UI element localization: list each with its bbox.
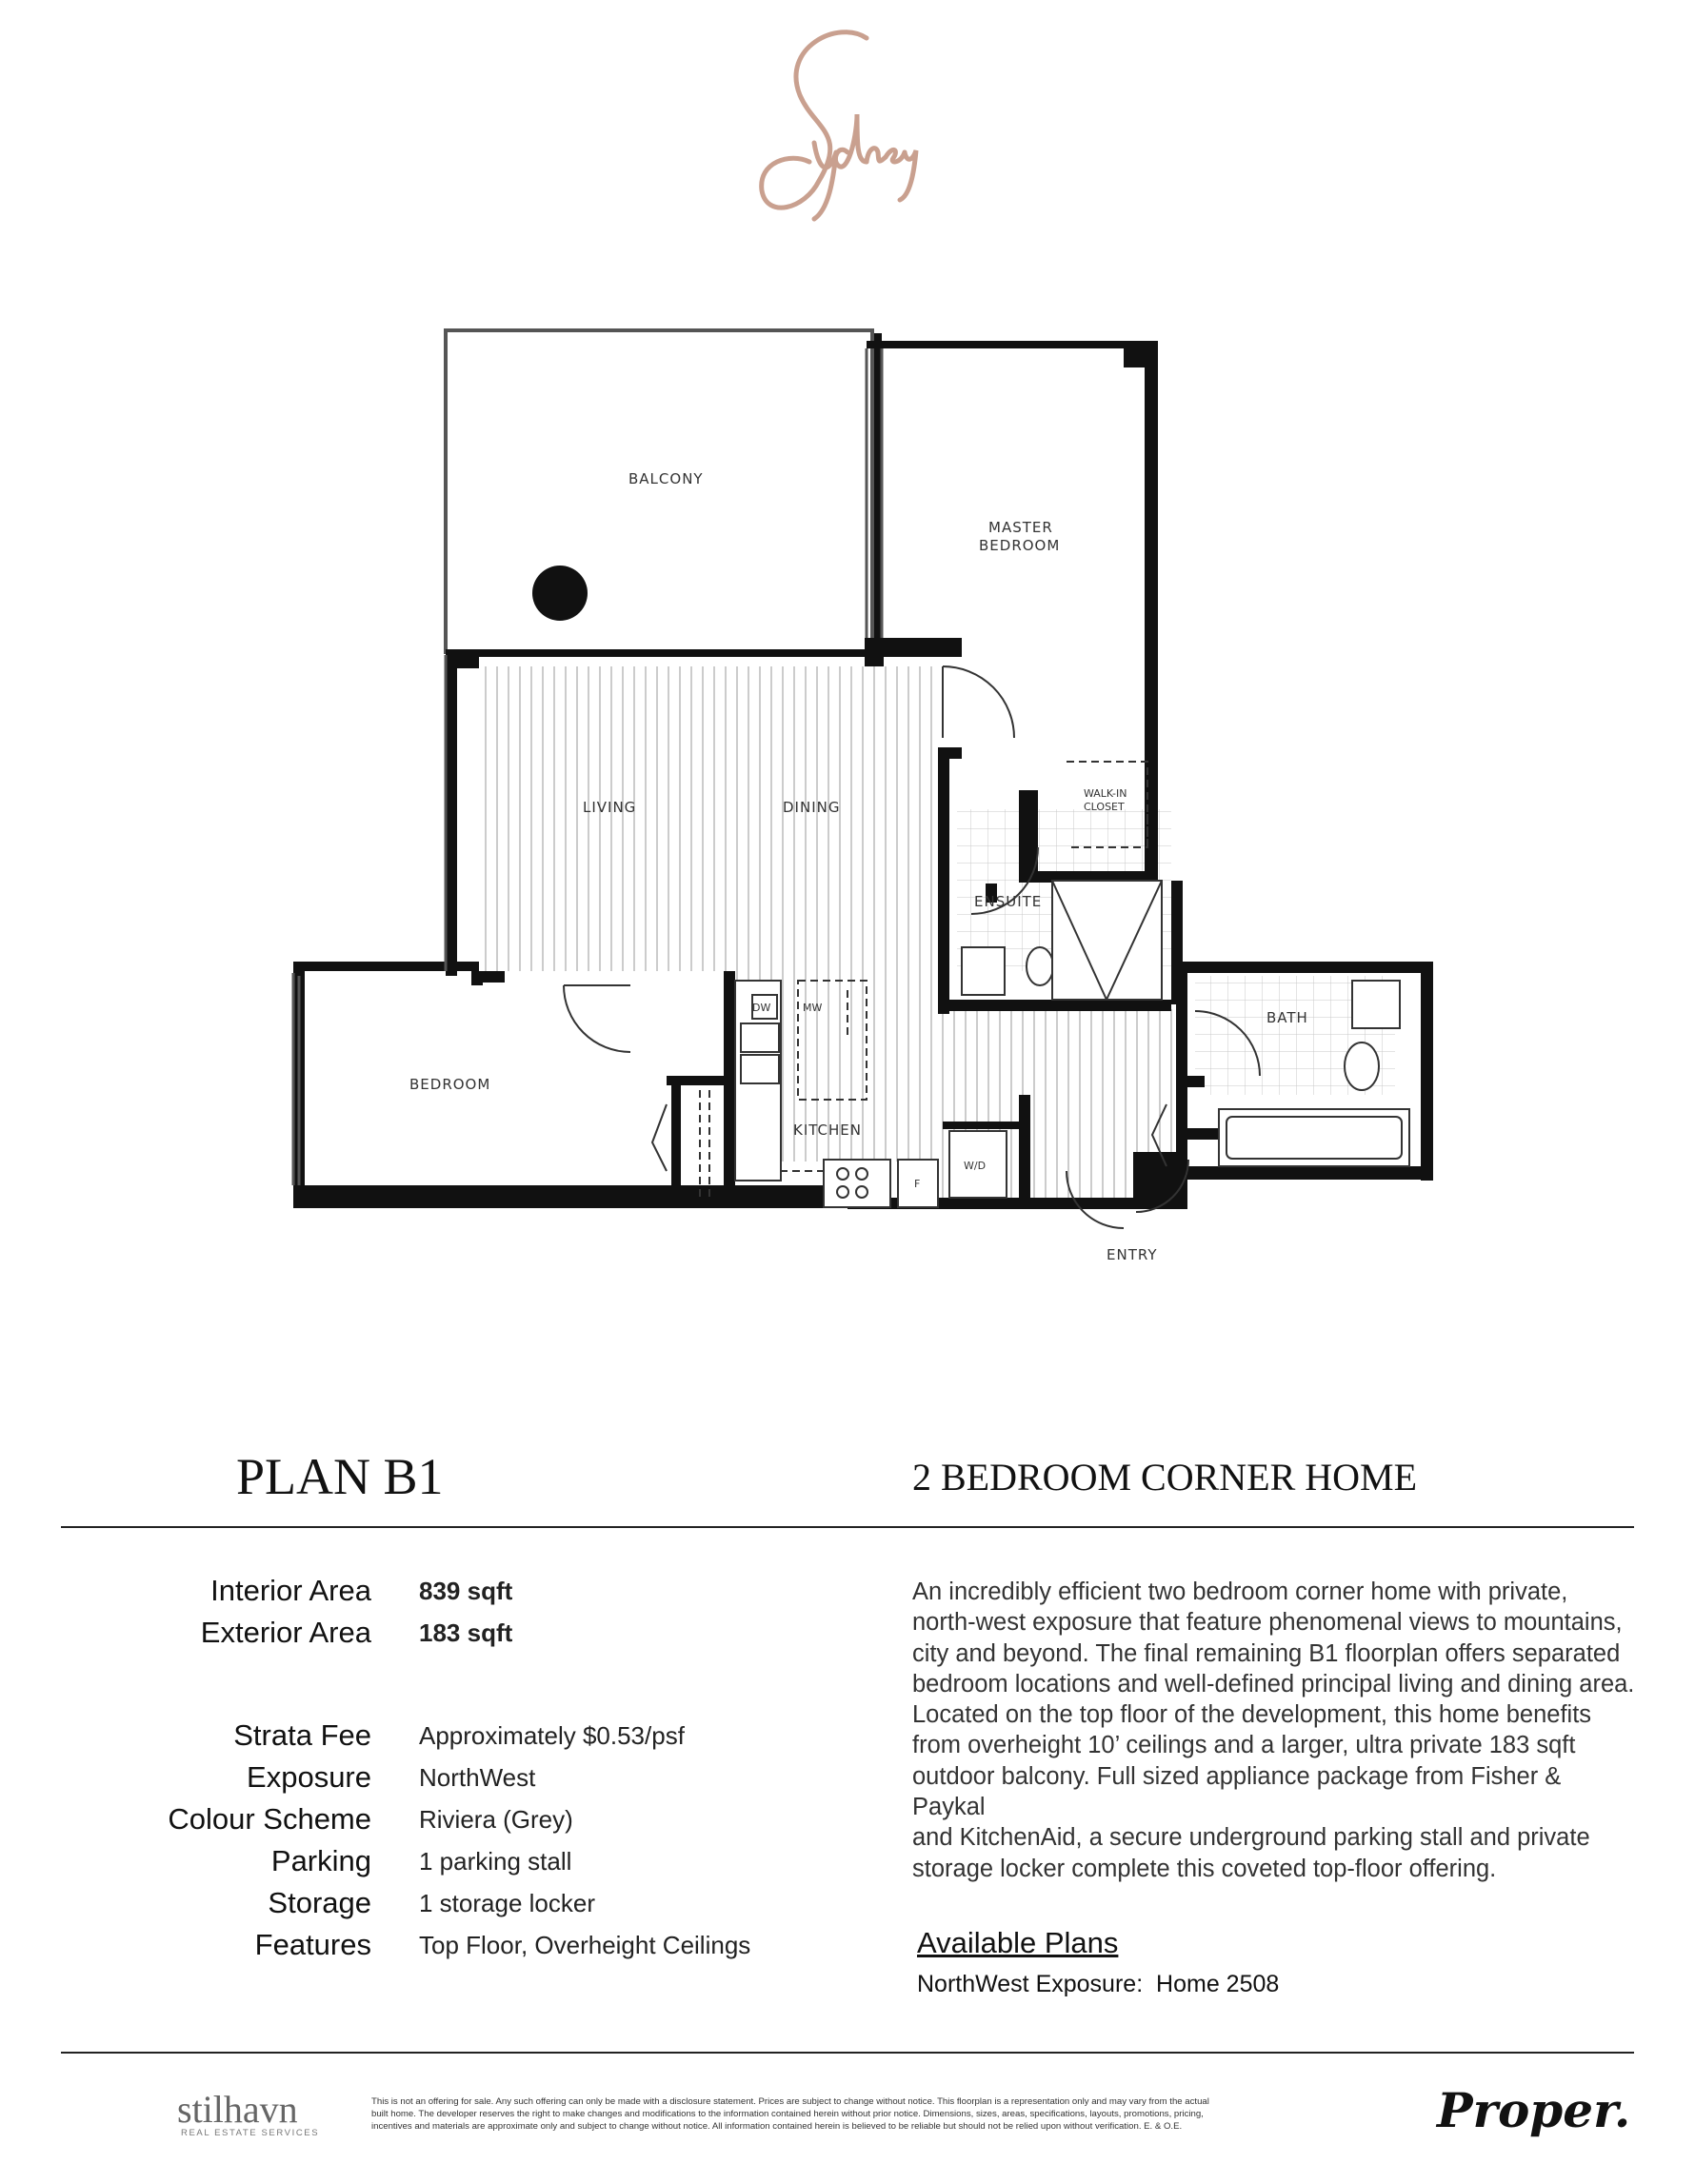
description-line: storage locker complete this coveted top-floor offering. xyxy=(912,1855,1497,1882)
description-line: outdoor balcony. Full sized appliance package from Fisher & Paykal xyxy=(912,1762,1562,1821)
master-bedroom-label-1: MASTER xyxy=(988,519,1053,536)
kitchen-label: KITCHEN xyxy=(793,1122,862,1139)
ensuite-label: ENSUITE xyxy=(974,893,1043,910)
exposure-label: NorthWest Exposure: xyxy=(917,1971,1144,1997)
sydney-logo xyxy=(724,19,952,238)
dishwasher-label: DW xyxy=(752,1002,771,1014)
walkin-closet-label-1: WALK-IN xyxy=(1084,787,1127,800)
washer-dryer-label: W/D xyxy=(964,1160,987,1172)
dining-label: DINING xyxy=(783,799,841,816)
description-line: and KitchenAid, a secure underground parking stall and private xyxy=(912,1824,1590,1852)
description-line: north-west exposure that feature phenomenal views to mountains, xyxy=(912,1609,1623,1637)
logo-text: Sydney xyxy=(724,19,728,20)
spec-label-exposure: Exposure xyxy=(247,1760,371,1794)
spec-label-interior-area: Interior Area xyxy=(210,1574,371,1607)
bath-label: BATH xyxy=(1266,1009,1308,1026)
description-line: from overheight 10’ ceilings and a larger, ultra private 183 sqft xyxy=(912,1732,1576,1759)
spec-label-storage: Storage xyxy=(268,1886,371,1919)
disclaimer-line: incentives and materials are approximate only and subject to change without notice. All information contained herein is believed to be reliable but should not be relied upon without verification. E. & O.E. xyxy=(371,2121,1183,2132)
bedroom-label: BEDROOM xyxy=(409,1076,491,1093)
disclaimer xyxy=(371,2095,1381,2133)
home-type: 2 BEDROOM CORNER HOME xyxy=(912,1456,1418,1499)
living-label: LIVING xyxy=(583,799,637,816)
available-plans-heading: Available Plans xyxy=(917,1926,1119,1959)
balcony-label: BALCONY xyxy=(628,470,704,487)
stilhavn-logo: stilhavn xyxy=(177,2088,298,2131)
disclaimer-line: built home. The developer reserves the right to make changes and modifications to the information contained herein without prior notice. Dimensions, sizes, areas, specifications, layouts, promotions, pricing, xyxy=(371,2109,1204,2119)
proper-logo xyxy=(1433,2074,1631,2150)
balcony-post xyxy=(532,566,588,621)
plan-title: PLAN B1 xyxy=(236,1448,444,1505)
spec-label-colour-scheme: Colour Scheme xyxy=(168,1802,371,1836)
spec-label-exterior-area: Exterior Area xyxy=(200,1616,371,1649)
spec-value-exposure: NorthWest xyxy=(419,1763,536,1792)
spec-label-parking: Parking xyxy=(270,1844,371,1877)
spec-value-strata-fee: Approximately $0.53/psf xyxy=(419,1721,685,1750)
description-line: bedroom locations and well-defined principal living and dining area. xyxy=(912,1670,1635,1698)
bottom-divider xyxy=(61,2052,1634,2054)
spec-value-parking: 1 parking stall xyxy=(419,1847,572,1876)
walkin-closet-label-2: CLOSET xyxy=(1084,801,1125,813)
spec-value-storage: 1 storage locker xyxy=(419,1889,595,1917)
top-divider xyxy=(61,1526,1634,1528)
home-description xyxy=(912,1577,1636,1884)
living-dining-floor xyxy=(481,666,941,971)
description-line: Located on the top floor of the development, this home benefits xyxy=(912,1701,1592,1729)
balcony-area xyxy=(446,330,872,652)
disclaimer-line: This is not an offering for sale. Any such offering can only be made with a disclosure statement. Prices are subject to change without notice. This floorplan is a representation only and may vary from the actual xyxy=(371,2096,1209,2107)
master-bedroom-label-2: BEDROOM xyxy=(979,537,1061,554)
spec-value-colour-scheme: Riviera (Grey) xyxy=(419,1805,573,1834)
fridge-label: F xyxy=(914,1178,921,1190)
description-line: city and beyond. The final remaining B1 floorplan offers separated xyxy=(912,1639,1621,1667)
spec-value-interior-area: 839 sqft xyxy=(419,1577,513,1605)
spec-value-exterior-area: 183 sqft xyxy=(419,1618,513,1647)
available-plans-line xyxy=(917,1971,1279,1998)
spec-label-strata-fee: Strata Fee xyxy=(233,1718,371,1752)
spec-value-features: Top Floor, Overheight Ceilings xyxy=(419,1931,751,1959)
stilhavn-subtitle: REAL ESTATE SERVICES xyxy=(181,2128,320,2138)
microwave-label: MW xyxy=(803,1002,823,1014)
entry-label: ENTRY xyxy=(1107,1246,1158,1263)
description-line: An incredibly efficient two bedroom corner home with private, xyxy=(912,1578,1568,1605)
proper-logo-text: Proper. xyxy=(1437,2082,1631,2138)
spec-label-features: Features xyxy=(254,1928,371,1961)
available-home: Home 2508 xyxy=(1156,1971,1280,1997)
floor-plan xyxy=(286,314,1428,1276)
